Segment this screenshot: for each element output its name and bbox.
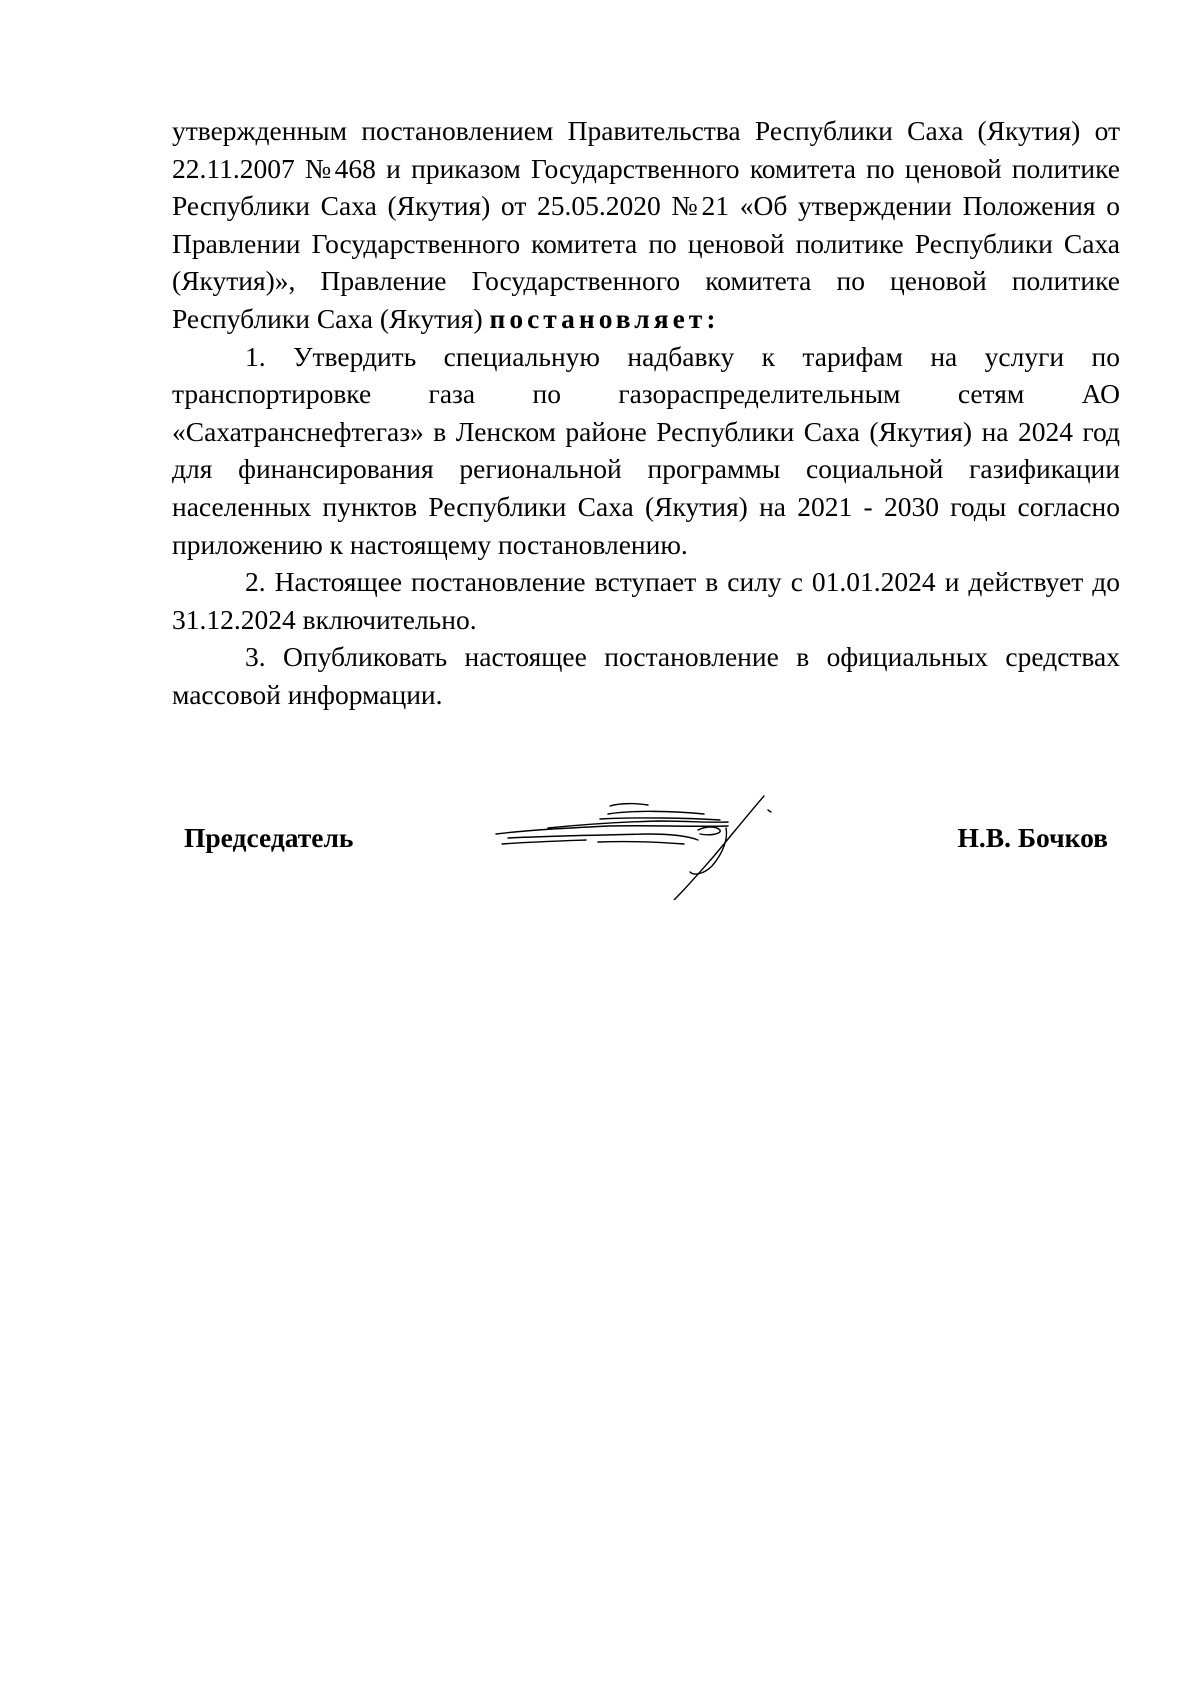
resolution-item-2: 2. Настоящее постановление вступает в силу с 01.01.2024 и действует до 31.12.2024 включительно. bbox=[172, 566, 1120, 635]
document-body bbox=[172, 112, 1120, 714]
resolves-word: постановляет: bbox=[489, 302, 720, 334]
signatory-name: Н.В. Бочков bbox=[957, 822, 1108, 853]
signatory-title: Председатель bbox=[184, 822, 354, 853]
intro-paragraph bbox=[172, 112, 1120, 338]
handwritten-signature bbox=[488, 790, 788, 900]
resolution-item-3: 3. Опубликовать настоящее постановление в официальных средствах массовой информации. bbox=[172, 641, 1120, 710]
resolution-item-1: 1. Утвердить специальную надбавку к тарифам на услуги по транспортировке газа по газораспределительным сетям АО «Сахатранснефтегаз» в Ленском районе Республики Саха (Якутия) на 2024 год для финансирования региональной программы социальной газификации населенных пунктов Республики Саха (Якутия) на 2021 - 2030 годы согласно приложению к настоящему постановлению. bbox=[172, 340, 1120, 560]
intro-text: утвержденным постановлением Правительства Республики Саха (Якутия) от 22.11.2007 №468 и приказом Государственного комитета по ценовой политике Республики Саха (Якутия) от 25.05.2020 №21 «Об утверждении Положения о Правлении Государственного комитета по ценовой политике Республики Саха (Якутия)», Правление Государственного комитета по ценовой политике Республики Саха (Якутия) bbox=[172, 115, 1120, 334]
